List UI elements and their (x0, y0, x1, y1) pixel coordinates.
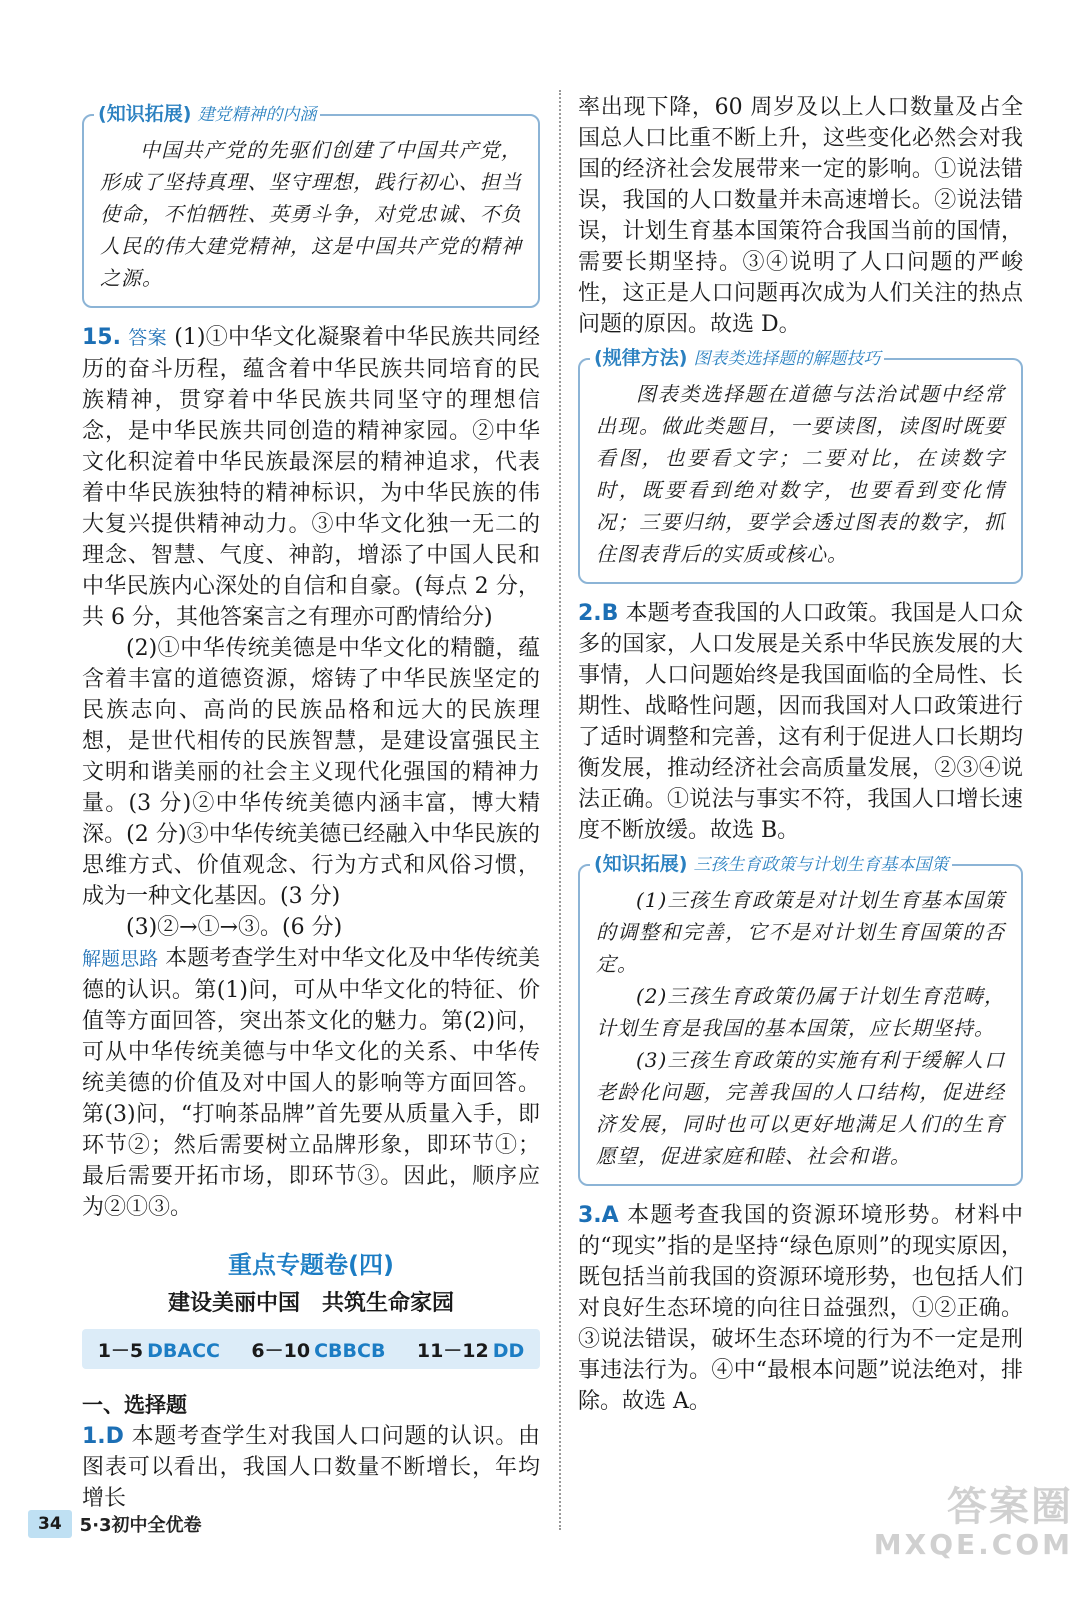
hint-label: 解题思路 (82, 948, 159, 970)
box-tag-subtitle: 建党精神的内涵 (197, 105, 317, 125)
box-tag-label: 知识拓展 (602, 853, 679, 875)
box-tag-subtitle: 图表类选择题的解题技巧 (693, 349, 881, 369)
question-1-answer (82, 1421, 540, 1514)
q15-answer-label: 答案 (128, 327, 167, 349)
question-15-answer (82, 322, 540, 1223)
knowledge-box-three-child-policy (578, 853, 1023, 1186)
answer-group: 1－5 DBACC (97, 1339, 221, 1362)
method-box-chart-questions (578, 347, 1023, 584)
question-3-answer (578, 1200, 1023, 1417)
box-tag: (规律方法) 图表类选择题的解题技巧 (590, 345, 884, 372)
left-column (82, 96, 540, 1514)
box-tag-label: 规律方法 (602, 347, 679, 369)
watermark-line2: MXQE.COM (873, 1528, 1073, 1561)
q15-number: 15. (82, 325, 121, 350)
q2-number: 2.B (578, 601, 619, 626)
section-subtitle: 建设美丽中国 共筑生命家园 (167, 1291, 454, 1316)
q15-part2: (2)①中华传统美德是中华文化的精髓，蕴含着丰富的道德资源，熔铸了中华民族坚定的民族志向、高尚的民族品格和远大的民族理想，是世代相传的民族智慧，是建设富强民主文明和谐美丽的社会主义现代化强国的精神力量。(3 分)②中华传统美德内涵丰富，博大精深。(2 分)③中华传统美德已经融入中华民族的思维方式、价值观念、行为方式和风俗习惯，成为一种文化基因。(3 分) (82, 636, 540, 909)
watermark (874, 1485, 1073, 1561)
q15-part1 (82, 322, 540, 633)
q15-part3: (3)②→①→③。(6 分) (126, 915, 343, 940)
q3-text: 本题考查我国的资源环境形势。材料中的“现实”指的是坚持“绿色原则”的现实原因，既包括当前我国的资源环境形势，也包括人们对良好生态环境的向往日益强烈，①②正确。③说法错误，破坏生态环境的行为不一定是刑事违法行为。④中“最根本问题”说法绝对，排除。故选 A。 (578, 1203, 1023, 1414)
column-divider (559, 90, 561, 1530)
q1-text: 本题考查学生对我国人口问题的认识。由图表可以看出，我国人口数量不断增长，年均增长 (82, 1424, 540, 1511)
q15-part1-text: (1)①中华文化凝聚着中华民族共同经历的奋斗历程，蕴含着中华民族共同培育的民族精神，贯穿着中华民族共同坚守的理想信念，是中华民族共同创造的精神家园。②中华文化积淀着中华民族最深层的精神追求，代表着中华民族独特的精神标识，为中华民族的伟大复兴提供精神动力。③中华文化独一无二的理念、智慧、气度、神韵，增添了中国人民和中华民族内心深处的自信和自豪。(每点 2 分，共 6 分，其他答案言之有理亦可酌情给分) (82, 325, 540, 630)
q2-text: 本题考查我国的人口政策。我国是人口众多的国家，人口发展是关系中华民族发展的大事情，人口问题始终是我国面临的全局性、长期性、战略性问题，因而我国对人口政策进行了适时调整和完善，这有利于促进人口长期均衡发展，推动经济社会高质量发展，②③④说法正确。①说法与事实不符，我国人口增长速度不断放缓。故选 B。 (578, 601, 1023, 843)
answer-group: 6－10 CBBCB (251, 1339, 386, 1362)
box-text-2: (2)三孩生育政策仍属于计划生育范畴，计划生育是我国的基本国策，应长期坚持。 (596, 984, 1005, 1040)
q1-continued: 率出现下降，60 周岁及以上人口数量及占全国总人口比重不断上升，这些变化必然会对我国的经济社会发展带来一定的影响。①说法错误，我国的人口数量并未高速增长。②说法错误，计划生育基本国策符合我国当前的国情，需要长期坚持。③④说明了人口问题的严峻性，这正是人口问题再次成为人们关注的热点问题的原因。故选 D。 (578, 95, 1023, 337)
section-title: 重点专题卷(四) (228, 1251, 394, 1279)
box-tag-subtitle: 三孩生育政策与计划生育基本国策 (693, 855, 949, 875)
answer-group: 11－12 DD (416, 1339, 525, 1362)
answer-key-bar (82, 1329, 540, 1369)
box-text-1: (1)三孩生育政策是对计划生育基本国策的调整和完善，它不是对计划生育国策的否定。 (596, 888, 1005, 976)
q1-number: 1.D (82, 1424, 124, 1449)
page-footer (28, 1510, 202, 1538)
hint-text: 本题考查学生对中华文化及中华传统美德的认识。第(1)问，可从中华文化的特征、价值等方面回答，突出茶文化的魅力。第(2)问，可从中华传统美德与中华文化的关系、中华传统美德的价值及对中国人的影响等方面回答。第(3)问，“打响茶品牌”首先要从质量入手，即环节②；然后需要树立品牌形象，即环节①；最后需要开拓市场，即环节③。因此，顺序应为②①③。 (82, 946, 540, 1220)
knowledge-box-party-spirit (82, 103, 540, 308)
box-tag: (知识拓展) 建党精神的内涵 (94, 101, 320, 128)
q3-number: 3.A (578, 1203, 619, 1228)
box-tag-label: 知识拓展 (106, 103, 183, 125)
page-number: 34 (28, 1510, 72, 1538)
q15-hint (82, 943, 540, 1223)
right-column (578, 92, 1023, 1417)
box-text: 中国共产党的先驱们创建了中国共产党，形成了坚持真理、坚守理想，践行初心、担当使命，不怕牺牲、英勇斗争，对党忠诚、不负人民的伟大建党精神，这是中国共产党的精神之源。 (100, 138, 522, 290)
box-tag: (知识拓展) 三孩生育政策与计划生育基本国策 (590, 851, 952, 878)
watermark-line1: 答案圈 (947, 1484, 1073, 1530)
box-text-3: (3)三孩生育政策的实施有利于缓解人口老龄化问题，完善我国的人口结构，促进经济发展，同时也可以更好地满足人们的生育愿望，促进家庭和睦、社会和谐。 (596, 1048, 1005, 1168)
question-2-answer (578, 598, 1023, 846)
part-heading: 一、选择题 (82, 1393, 187, 1417)
box-text: 图表类选择题在道德与法治试题中经常出现。做此类题目，一要读图，读图时既要看图，也要看文字；二要对比，在读数字时，既要看到绝对数字，也要看到变化情况；三要归纳，要学会透过图表的数字，抓住图表背后的实质或核心。 (596, 382, 1005, 566)
book-brand: 5·3初中全优卷 (79, 1515, 202, 1536)
